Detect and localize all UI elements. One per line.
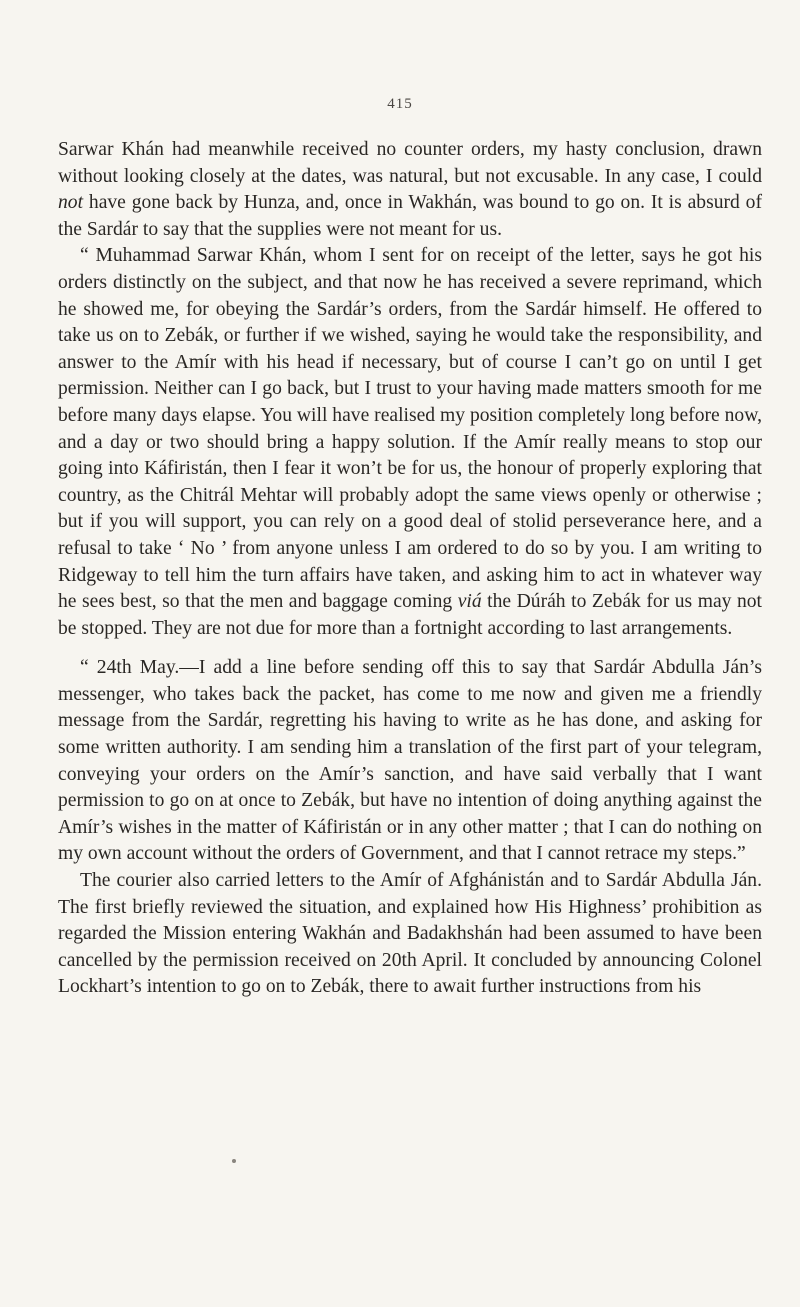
- paragraph-3: [58, 655, 762, 868]
- paragraph-2-emphasis: viá: [457, 591, 482, 613]
- paragraph-1: [58, 137, 762, 243]
- print-speck: [232, 1159, 236, 1163]
- paragraph-2-text-b: the Dúráh to Zebák for us may not be stopped. They are not due for more than a fortnight according to last arrangements.: [58, 591, 763, 639]
- body-text: [58, 137, 762, 1001]
- paragraph-3-text: “ 24th May.—I add a line before sending off this to say that Sardár Abdulla Ján’s messenger, who takes back the packet, has come to me now and given me a friendly message from the Sardár, regretting his having to write as he has done, and asking for some written authority. I am sending him a translation of the first part of your telegram, conveying your orders on the Amír’s sanction, and have said verbally that I want permission to go on at once to Zebák, but have no intention of doing anything against the Amír’s wishes in the matter of Káfiristán or in any other matter ; that I can do nothing on my own account without the orders of Government, and that I cannot retrace my steps.”: [58, 657, 762, 865]
- page-number: 415: [387, 96, 413, 112]
- paragraph-1-text-a: Sarwar Khán had meanwhile received no counter orders, my hasty conclusion, drawn without looking closely at the dates, was natural, but not excusable. In any case, I could: [58, 139, 762, 187]
- paragraph-2-text-a: “ Muhammad Sarwar Khán, whom I sent for on receipt of the letter, says he got his orders distinctly on the subject, and that now he has received a severe reprimand, which he showed me, for obeying the Sardár’s orders, from the Sardár himself. He offered to take us on to Zebák, or further if we wished, saying he would take the responsibility, and answer to the Amír with his head if necessary, but of course I can’t go on until I get permission. Neither can I go back, but I trust to your having made matters smooth for me before many days elapse. You will have realised my position completely long before now, and a day or two should bring a happy solution. If the Amír really means to stop our going into Káfiristán, then I fear it won’t be for us, the honour of properly exploring that country, as the Chitrál Mehtar will probably adopt the same views openly or otherwise ; but if you will support, you can rely on a good deal of stolid perseverance here, and a refusal to take ‘ No ’ from anyone unless I am ordered to do so by you. I am writing to Ridgeway to tell him the turn affairs have taken, and asking him to act in whatever way he sees best, so that the men and baggage coming: [58, 245, 762, 613]
- paragraph-4: [58, 868, 762, 1001]
- paragraph-1-text-b: have gone back by Hunza, and, once in Wakhán, was bound to go on. It is absurd of the Sardár to say that the supplies were not meant for us.: [58, 192, 762, 240]
- paragraph-4-text: The courier also carried letters to the Amír of Afghánistán and to Sardár Abdulla Ján. The first briefly reviewed the situation, and explained how His Highness’ prohibition as regarded the Mission entering Wakhán and Badakhshán had been assumed to have been cancelled by the permission received on 20th April. It concluded by announcing Colonel Lockhart’s intention to go on to Zebák, there to await further instructions from his: [58, 870, 762, 998]
- paragraph-1-emphasis: not: [58, 192, 84, 214]
- paragraph-2: [58, 243, 762, 642]
